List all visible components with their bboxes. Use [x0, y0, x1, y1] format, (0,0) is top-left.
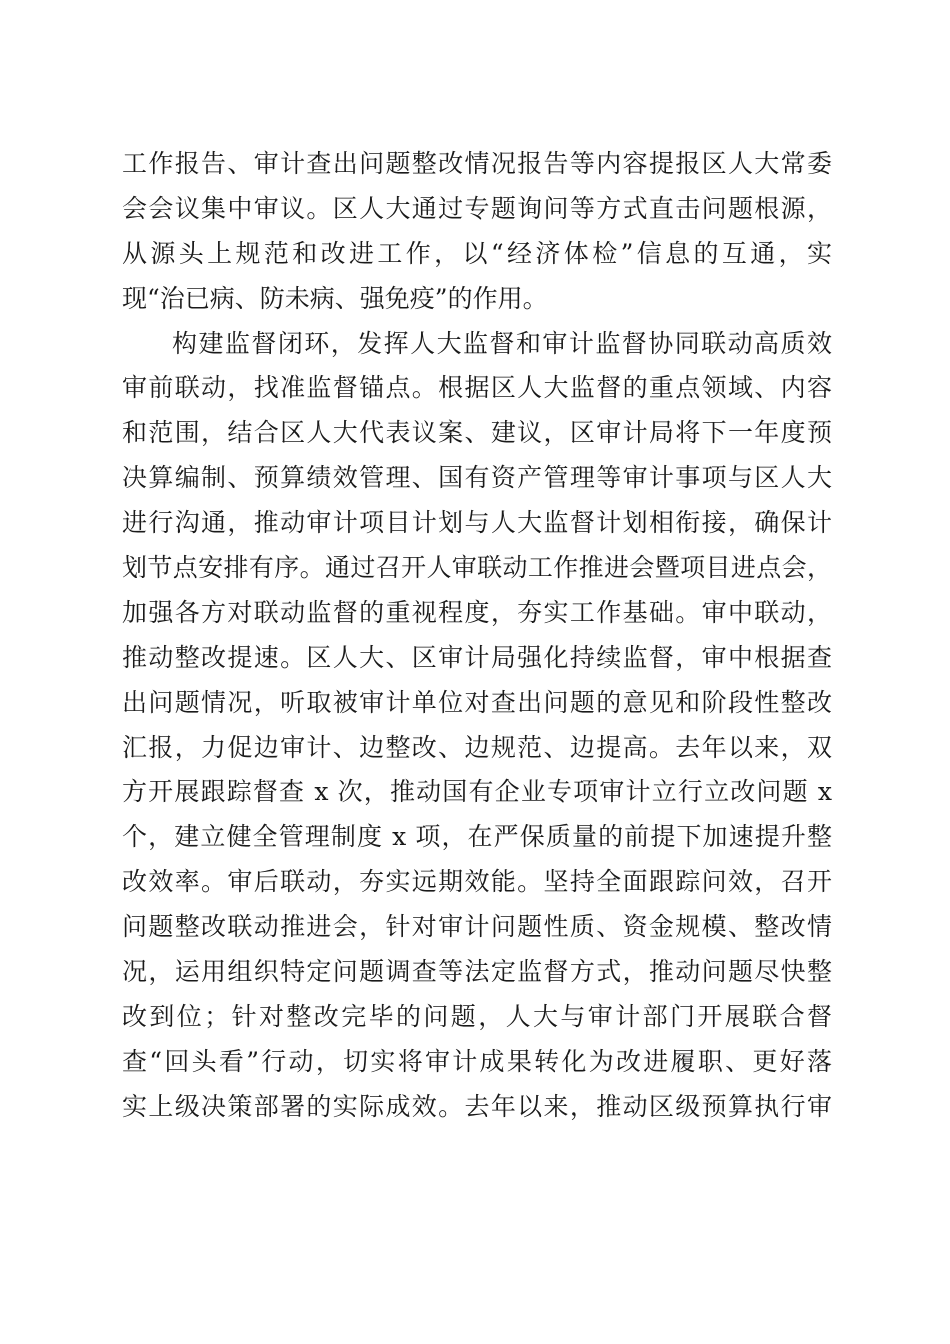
text-line: 况，运用组织特定问题调查等法定监督方式，推动问题尽快整 — [122, 957, 832, 987]
text-line: 审前联动，找准监督锚点。根据区人大监督的重点领域、内容 — [122, 373, 832, 403]
text-line: 划节点安排有序。通过召开人审联动工作推进会暨项目进点会， — [122, 553, 832, 583]
text-line: 现“治已病、防未病、强免疫”的作用。 — [122, 283, 548, 313]
text-line: 改效率。审后联动，夯实远期效能。坚持全面跟踪问效，召开 — [122, 867, 832, 897]
text-line: 个，建立健全管理制度 x 项，在严保质量的前提下加速提升整 — [122, 822, 832, 852]
text-line: 构建监督闭环，发挥人大监督和审计监督协同联动高质效 — [172, 328, 832, 358]
text-line: 会会议集中审议。区人大通过专题询问等方式直击问题根源， — [122, 193, 832, 223]
text-line: 查“回头看”行动，切实将审计成果转化为改进履职、更好落 — [122, 1046, 832, 1076]
text-line: 出问题情况，听取被审计单位对查出问题的意见和阶段性整改 — [122, 687, 832, 717]
body-text — [122, 142, 832, 1130]
text-line: 进行沟通，推动审计项目计划与人大监督计划相衔接，确保计 — [122, 508, 832, 538]
text-line: 从源头上规范和改进工作，以“经济体检”信息的互通，实 — [122, 238, 832, 268]
text-line: 决算编制、预算绩效管理、国有资产管理等审计事项与区人大 — [122, 463, 832, 493]
text-line: 方开展跟踪督查 x 次，推动国有企业专项审计立行立改问题 x — [122, 777, 832, 807]
text-line: 工作报告、审计查出问题整改情况报告等内容提报区人大常委 — [122, 149, 832, 178]
text-line: 加强各方对联动监督的重视程度，夯实工作基础。审中联动， — [122, 597, 832, 627]
text-line: 实上级决策部署的实际成效。去年以来，推动区级预算执行审 — [122, 1091, 832, 1121]
text-line: 改到位；针对整改完毕的问题，人大与审计部门开展联合督 — [122, 1001, 832, 1031]
text-line: 汇报，力促边审计、边整改、边规范、边提高。去年以来，双 — [122, 732, 832, 762]
text-line: 问题整改联动推进会，针对审计问题性质、资金规模、整改情 — [122, 912, 832, 942]
text-line: 推动整改提速。区人大、区审计局强化持续监督，审中根据查 — [122, 642, 832, 672]
text-line: 和范围，结合区人大代表议案、建议，区审计局将下一年度预 — [122, 418, 832, 448]
